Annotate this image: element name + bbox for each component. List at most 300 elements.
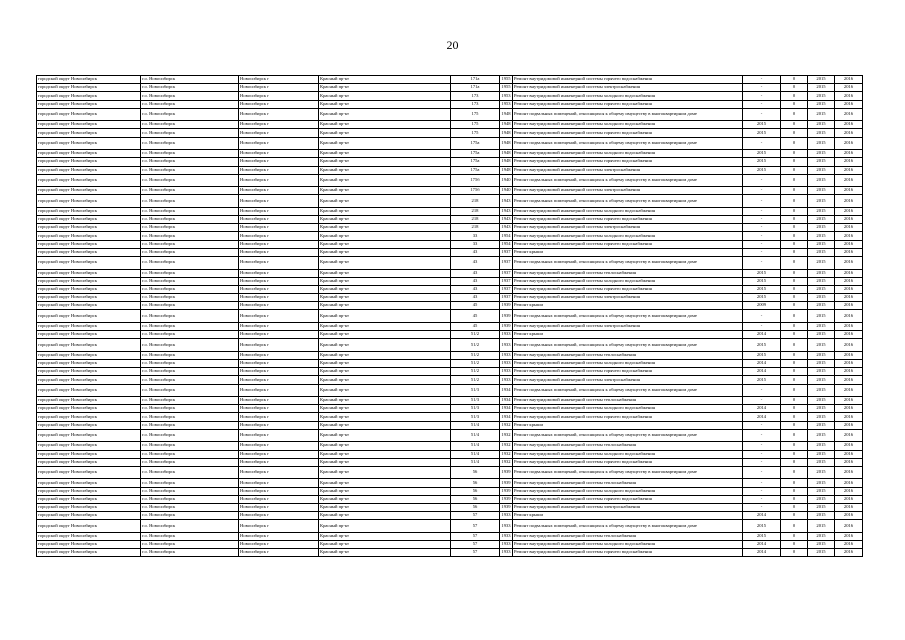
settlement-cell: г.о. Новосибирск	[141, 216, 239, 224]
year-built-cell: 1940	[500, 187, 513, 195]
period-start-cell: 2015	[808, 92, 835, 100]
house-number-cell: 51/4	[451, 442, 500, 450]
period-start-cell: 2015	[808, 512, 835, 520]
year-built-cell: 1932	[500, 429, 513, 442]
cost-cell: 0	[781, 150, 808, 158]
street-cell: Красный пр-кт	[319, 187, 451, 195]
house-number-cell: 51/2	[451, 331, 500, 339]
table-row	[37, 429, 863, 442]
locality-cell: Новосибирск г	[239, 512, 319, 520]
year-built-cell: 1932	[500, 421, 513, 429]
table-row	[37, 450, 863, 458]
period-end-cell: 2016	[835, 458, 863, 466]
table-row	[37, 195, 863, 208]
work-type-cell: Ремонт внутридомовой инженерной системы горячего водоснабжения	[513, 76, 743, 84]
street-cell: Красный пр-кт	[319, 195, 451, 208]
settlement-cell: г.о. Новосибирск	[141, 512, 239, 520]
work-type-cell: Ремонт внутридомовой инженерной системы электроснабжения	[513, 294, 743, 302]
district-cell: городской округ Новосибирск	[37, 351, 141, 359]
plan-year-cell: -	[743, 503, 781, 511]
plan-year-cell: -	[743, 429, 781, 442]
period-end-cell: 2016	[835, 413, 863, 421]
locality-cell: Новосибирск г	[239, 84, 319, 92]
settlement-cell: г.о. Новосибирск	[141, 232, 239, 240]
period-start-cell: 2015	[808, 137, 835, 150]
period-start-cell: 2015	[808, 384, 835, 397]
plan-year-cell: -	[743, 92, 781, 100]
house-number-cell: 175	[451, 129, 500, 137]
period-start-cell: 2015	[808, 413, 835, 421]
period-end-cell: 2016	[835, 76, 863, 84]
table-row	[37, 376, 863, 384]
year-built-cell: 1937	[500, 277, 513, 285]
settlement-cell: г.о. Новосибирск	[141, 129, 239, 137]
period-start-cell: 2015	[808, 248, 835, 256]
locality-cell: Новосибирск г	[239, 277, 319, 285]
cost-cell: 0	[781, 339, 808, 352]
cost-cell: 0	[781, 331, 808, 339]
district-cell: городской округ Новосибирск	[37, 429, 141, 442]
district-cell: городской округ Новосибирск	[37, 376, 141, 384]
district-cell: городской округ Новосибирск	[37, 277, 141, 285]
table-row	[37, 487, 863, 495]
work-type-cell: Ремонт внутридомовой инженерной системы холодного водоснабжения	[513, 487, 743, 495]
district-cell: городской округ Новосибирск	[37, 76, 141, 84]
work-type-cell: Ремонт внутридомовой инженерной системы горячего водоснабжения	[513, 413, 743, 421]
cost-cell: 0	[781, 277, 808, 285]
settlement-cell: г.о. Новосибирск	[141, 174, 239, 187]
year-built-cell: 1937	[500, 294, 513, 302]
house-number-cell: 175	[451, 108, 500, 121]
settlement-cell: г.о. Новосибирск	[141, 248, 239, 256]
settlement-cell: г.о. Новосибирск	[141, 360, 239, 368]
period-end-cell: 2016	[835, 376, 863, 384]
locality-cell: Новосибирск г	[239, 405, 319, 413]
district-cell: городской округ Новосибирск	[37, 339, 141, 352]
period-end-cell: 2016	[835, 322, 863, 330]
year-built-cell: 1953	[500, 92, 513, 100]
period-end-cell: 2016	[835, 92, 863, 100]
street-cell: Красный пр-кт	[319, 174, 451, 187]
table-row	[37, 84, 863, 92]
period-end-cell: 2016	[835, 174, 863, 187]
district-cell: городской округ Новосибирск	[37, 240, 141, 248]
work-type-cell: Ремонт подвальных помещений, относящихся к общему имуществу в многоквартирном доме	[513, 384, 743, 397]
locality-cell: Новосибирск г	[239, 137, 319, 150]
plan-year-cell: -	[743, 84, 781, 92]
house-number-cell: 171а	[451, 84, 500, 92]
settlement-cell: г.о. Новосибирск	[141, 224, 239, 232]
period-end-cell: 2016	[835, 84, 863, 92]
cost-cell: 0	[781, 121, 808, 129]
table-row	[37, 479, 863, 487]
table-row	[37, 100, 863, 108]
cost-cell: 0	[781, 232, 808, 240]
year-built-cell: 1948	[500, 166, 513, 174]
table-row	[37, 322, 863, 330]
district-cell: городской округ Новосибирск	[37, 100, 141, 108]
period-end-cell: 2016	[835, 294, 863, 302]
settlement-cell: г.о. Новосибирск	[141, 285, 239, 293]
locality-cell: Новосибирск г	[239, 216, 319, 224]
work-type-cell: Ремонт подвальных помещений, относящихся к общему имуществу в многоквартирном доме	[513, 466, 743, 479]
locality-cell: Новосибирск г	[239, 520, 319, 533]
house-number-cell: 175а	[451, 158, 500, 166]
cost-cell: 0	[781, 397, 808, 405]
cost-cell: 0	[781, 405, 808, 413]
house-number-cell: 45	[451, 322, 500, 330]
cost-cell: 0	[781, 368, 808, 376]
period-start-cell: 2015	[808, 442, 835, 450]
cost-cell: 0	[781, 137, 808, 150]
district-cell: городской округ Новосибирск	[37, 92, 141, 100]
house-number-cell: 43	[451, 277, 500, 285]
year-built-cell: 1939	[500, 479, 513, 487]
table-row	[37, 207, 863, 215]
table-row	[37, 294, 863, 302]
year-built-cell: 1932	[500, 458, 513, 466]
year-built-cell: 1937	[500, 248, 513, 256]
plan-year-cell: -	[743, 174, 781, 187]
cost-cell: 0	[781, 520, 808, 533]
street-cell: Красный пр-кт	[319, 285, 451, 293]
cost-cell: 0	[781, 310, 808, 323]
settlement-cell: г.о. Новосибирск	[141, 150, 239, 158]
plan-year-cell: 2014	[743, 331, 781, 339]
cost-cell: 0	[781, 541, 808, 549]
period-end-cell: 2016	[835, 224, 863, 232]
period-start-cell: 2015	[808, 108, 835, 121]
work-type-cell: Ремонт внутридомовой инженерной системы горячего водоснабжения	[513, 158, 743, 166]
cost-cell: 0	[781, 384, 808, 397]
district-cell: городской округ Новосибирск	[37, 487, 141, 495]
period-start-cell: 2015	[808, 257, 835, 270]
table-row	[37, 397, 863, 405]
period-end-cell: 2016	[835, 257, 863, 270]
street-cell: Красный пр-кт	[319, 150, 451, 158]
year-built-cell: 1933	[500, 360, 513, 368]
settlement-cell: г.о. Новосибирск	[141, 351, 239, 359]
period-end-cell: 2016	[835, 207, 863, 215]
period-start-cell: 2015	[808, 100, 835, 108]
cost-cell: 0	[781, 100, 808, 108]
locality-cell: Новосибирск г	[239, 450, 319, 458]
district-cell: городской округ Новосибирск	[37, 121, 141, 129]
district-cell: городской округ Новосибирск	[37, 360, 141, 368]
plan-year-cell: -	[743, 108, 781, 121]
table-row	[37, 224, 863, 232]
house-number-cell: 171а	[451, 76, 500, 84]
table-row	[37, 384, 863, 397]
work-type-cell: Ремонт внутридомовой инженерной системы теплоснабжения	[513, 269, 743, 277]
plan-year-cell: -	[743, 100, 781, 108]
district-cell: городской округ Новосибирск	[37, 108, 141, 121]
period-start-cell: 2015	[808, 503, 835, 511]
street-cell: Красный пр-кт	[319, 376, 451, 384]
district-cell: городской округ Новосибирск	[37, 466, 141, 479]
table-row	[37, 549, 863, 557]
work-type-cell: Ремонт внутридомовой инженерной системы теплоснабжения	[513, 397, 743, 405]
period-start-cell: 2015	[808, 285, 835, 293]
year-built-cell: 1954	[500, 240, 513, 248]
plan-year-cell: 2015	[743, 376, 781, 384]
period-start-cell: 2015	[808, 76, 835, 84]
period-end-cell: 2016	[835, 216, 863, 224]
table-row	[37, 240, 863, 248]
street-cell: Красный пр-кт	[319, 495, 451, 503]
district-cell: городской округ Новосибирск	[37, 285, 141, 293]
street-cell: Красный пр-кт	[319, 339, 451, 352]
year-built-cell: 1939	[500, 466, 513, 479]
period-start-cell: 2015	[808, 331, 835, 339]
settlement-cell: г.о. Новосибирск	[141, 302, 239, 310]
settlement-cell: г.о. Новосибирск	[141, 331, 239, 339]
district-cell: городской округ Новосибирск	[37, 137, 141, 150]
plan-year-cell: 2015	[743, 166, 781, 174]
locality-cell: Новосибирск г	[239, 413, 319, 421]
plan-year-cell: 2014	[743, 368, 781, 376]
street-cell: Красный пр-кт	[319, 541, 451, 549]
street-cell: Красный пр-кт	[319, 129, 451, 137]
house-number-cell: 45	[451, 310, 500, 323]
period-end-cell: 2016	[835, 129, 863, 137]
plan-year-cell: -	[743, 187, 781, 195]
settlement-cell: г.о. Новосибирск	[141, 195, 239, 208]
table-row	[37, 137, 863, 150]
work-type-cell: Ремонт внутридомовой инженерной системы горячего водоснабжения	[513, 240, 743, 248]
plan-year-cell: -	[743, 216, 781, 224]
street-cell: Красный пр-кт	[319, 224, 451, 232]
district-cell: городской округ Новосибирск	[37, 405, 141, 413]
cost-cell: 0	[781, 479, 808, 487]
settlement-cell: г.о. Новосибирск	[141, 76, 239, 84]
house-number-cell: 57	[451, 520, 500, 533]
year-built-cell: 1933	[500, 549, 513, 557]
period-start-cell: 2015	[808, 310, 835, 323]
period-start-cell: 2015	[808, 339, 835, 352]
repair-program-table	[36, 75, 863, 557]
table-row	[37, 512, 863, 520]
period-start-cell: 2015	[808, 376, 835, 384]
house-number-cell: 56	[451, 466, 500, 479]
locality-cell: Новосибирск г	[239, 331, 319, 339]
plan-year-cell: 2014	[743, 413, 781, 421]
period-end-cell: 2016	[835, 429, 863, 442]
period-end-cell: 2016	[835, 397, 863, 405]
settlement-cell: г.о. Новосибирск	[141, 384, 239, 397]
period-end-cell: 2016	[835, 339, 863, 352]
settlement-cell: г.о. Новосибирск	[141, 405, 239, 413]
locality-cell: Новосибирск г	[239, 174, 319, 187]
year-built-cell: 1933	[500, 512, 513, 520]
period-end-cell: 2016	[835, 285, 863, 293]
period-start-cell: 2015	[808, 532, 835, 540]
house-number-cell: 56	[451, 487, 500, 495]
cost-cell: 0	[781, 495, 808, 503]
district-cell: городской округ Новосибирск	[37, 174, 141, 187]
table-row	[37, 187, 863, 195]
plan-year-cell: -	[743, 232, 781, 240]
plan-year-cell: 2014	[743, 549, 781, 557]
table-row	[37, 216, 863, 224]
plan-year-cell: -	[743, 248, 781, 256]
cost-cell: 0	[781, 216, 808, 224]
year-built-cell: 1937	[500, 257, 513, 270]
district-cell: городской округ Новосибирск	[37, 549, 141, 557]
work-type-cell: Ремонт внутридомовой инженерной системы электроснабжения	[513, 166, 743, 174]
street-cell: Красный пр-кт	[319, 294, 451, 302]
period-end-cell: 2016	[835, 232, 863, 240]
district-cell: городской округ Новосибирск	[37, 541, 141, 549]
period-start-cell: 2015	[808, 541, 835, 549]
table-row	[37, 351, 863, 359]
settlement-cell: г.о. Новосибирск	[141, 84, 239, 92]
year-built-cell: 1955	[500, 76, 513, 84]
street-cell: Красный пр-кт	[319, 92, 451, 100]
year-built-cell: 1933	[500, 368, 513, 376]
locality-cell: Новосибирск г	[239, 100, 319, 108]
plan-year-cell: 2015	[743, 150, 781, 158]
period-end-cell: 2016	[835, 421, 863, 429]
plan-year-cell: 2014	[743, 512, 781, 520]
house-number-cell: 51/3	[451, 413, 500, 421]
district-cell: городской округ Новосибирск	[37, 84, 141, 92]
street-cell: Красный пр-кт	[319, 137, 451, 150]
period-end-cell: 2016	[835, 532, 863, 540]
locality-cell: Новосибирск г	[239, 384, 319, 397]
locality-cell: Новосибирск г	[239, 240, 319, 248]
district-cell: городской округ Новосибирск	[37, 195, 141, 208]
locality-cell: Новосибирск г	[239, 158, 319, 166]
street-cell: Красный пр-кт	[319, 466, 451, 479]
table-row	[37, 458, 863, 466]
district-cell: городской округ Новосибирск	[37, 479, 141, 487]
house-number-cell: 218	[451, 195, 500, 208]
cost-cell: 0	[781, 166, 808, 174]
plan-year-cell: 2015	[743, 121, 781, 129]
work-type-cell: Ремонт подвальных помещений, относящихся к общему имуществу в многоквартирном доме	[513, 174, 743, 187]
work-type-cell: Ремонт внутридомовой инженерной системы холодного водоснабжения	[513, 92, 743, 100]
cost-cell: 0	[781, 503, 808, 511]
year-built-cell: 1934	[500, 397, 513, 405]
work-type-cell: Ремонт внутридомовой инженерной системы теплоснабжения	[513, 532, 743, 540]
cost-cell: 0	[781, 450, 808, 458]
settlement-cell: г.о. Новосибирск	[141, 269, 239, 277]
period-end-cell: 2016	[835, 240, 863, 248]
district-cell: городской округ Новосибирск	[37, 532, 141, 540]
year-built-cell: 1937	[500, 269, 513, 277]
year-built-cell: 1948	[500, 137, 513, 150]
district-cell: городской округ Новосибирск	[37, 397, 141, 405]
period-end-cell: 2016	[835, 541, 863, 549]
work-type-cell: Ремонт внутридомовой инженерной системы электроснабжения	[513, 503, 743, 511]
year-built-cell: 1933	[500, 520, 513, 533]
table-row	[37, 285, 863, 293]
period-end-cell: 2016	[835, 187, 863, 195]
plan-year-cell: 2015	[743, 532, 781, 540]
table-row	[37, 166, 863, 174]
period-end-cell: 2016	[835, 150, 863, 158]
work-type-cell: Ремонт внутридомовой инженерной системы горячего водоснабжения	[513, 495, 743, 503]
period-start-cell: 2015	[808, 549, 835, 557]
period-end-cell: 2016	[835, 195, 863, 208]
period-start-cell: 2015	[808, 368, 835, 376]
cost-cell: 0	[781, 360, 808, 368]
period-end-cell: 2016	[835, 479, 863, 487]
district-cell: городской округ Новосибирск	[37, 413, 141, 421]
house-number-cell: 175б	[451, 187, 500, 195]
street-cell: Красный пр-кт	[319, 216, 451, 224]
street-cell: Красный пр-кт	[319, 397, 451, 405]
settlement-cell: г.о. Новосибирск	[141, 310, 239, 323]
period-end-cell: 2016	[835, 450, 863, 458]
plan-year-cell: -	[743, 257, 781, 270]
work-type-cell: Ремонт крыши	[513, 421, 743, 429]
year-built-cell: 1948	[500, 121, 513, 129]
plan-year-cell: -	[743, 442, 781, 450]
settlement-cell: г.о. Новосибирск	[141, 397, 239, 405]
settlement-cell: г.о. Новосибирск	[141, 158, 239, 166]
period-end-cell: 2016	[835, 495, 863, 503]
district-cell: городской округ Новосибирск	[37, 224, 141, 232]
street-cell: Красный пр-кт	[319, 269, 451, 277]
plan-year-cell: -	[743, 397, 781, 405]
period-start-cell: 2015	[808, 458, 835, 466]
house-number-cell: 51/4	[451, 421, 500, 429]
cost-cell: 0	[781, 421, 808, 429]
period-end-cell: 2016	[835, 331, 863, 339]
district-cell: городской округ Новосибирск	[37, 257, 141, 270]
house-number-cell: 43	[451, 285, 500, 293]
settlement-cell: г.о. Новосибирск	[141, 532, 239, 540]
locality-cell: Новосибирск г	[239, 294, 319, 302]
house-number-cell: 51/3	[451, 397, 500, 405]
period-start-cell: 2015	[808, 150, 835, 158]
period-start-cell: 2015	[808, 187, 835, 195]
settlement-cell: г.о. Новосибирск	[141, 92, 239, 100]
district-cell: городской округ Новосибирск	[37, 207, 141, 215]
work-type-cell: Ремонт внутридомовой инженерной системы горячего водоснабжения	[513, 100, 743, 108]
period-start-cell: 2015	[808, 450, 835, 458]
period-start-cell: 2015	[808, 322, 835, 330]
settlement-cell: г.о. Новосибирск	[141, 137, 239, 150]
year-built-cell: 1939	[500, 322, 513, 330]
year-built-cell: 1948	[500, 150, 513, 158]
district-cell: городской округ Новосибирск	[37, 166, 141, 174]
settlement-cell: г.о. Новосибирск	[141, 466, 239, 479]
table-row	[37, 92, 863, 100]
cost-cell: 0	[781, 429, 808, 442]
cost-cell: 0	[781, 351, 808, 359]
year-built-cell: 1934	[500, 413, 513, 421]
locality-cell: Новосибирск г	[239, 207, 319, 215]
settlement-cell: г.о. Новосибирск	[141, 277, 239, 285]
period-start-cell: 2015	[808, 495, 835, 503]
street-cell: Красный пр-кт	[319, 479, 451, 487]
street-cell: Красный пр-кт	[319, 121, 451, 129]
district-cell: городской округ Новосибирск	[37, 421, 141, 429]
street-cell: Красный пр-кт	[319, 322, 451, 330]
year-built-cell: 1940	[500, 174, 513, 187]
street-cell: Красный пр-кт	[319, 384, 451, 397]
cost-cell: 0	[781, 207, 808, 215]
year-built-cell: 1933	[500, 532, 513, 540]
plan-year-cell: 2015	[743, 520, 781, 533]
district-cell: городской округ Новосибирск	[37, 442, 141, 450]
street-cell: Красный пр-кт	[319, 458, 451, 466]
period-start-cell: 2015	[808, 360, 835, 368]
table-row	[37, 503, 863, 511]
